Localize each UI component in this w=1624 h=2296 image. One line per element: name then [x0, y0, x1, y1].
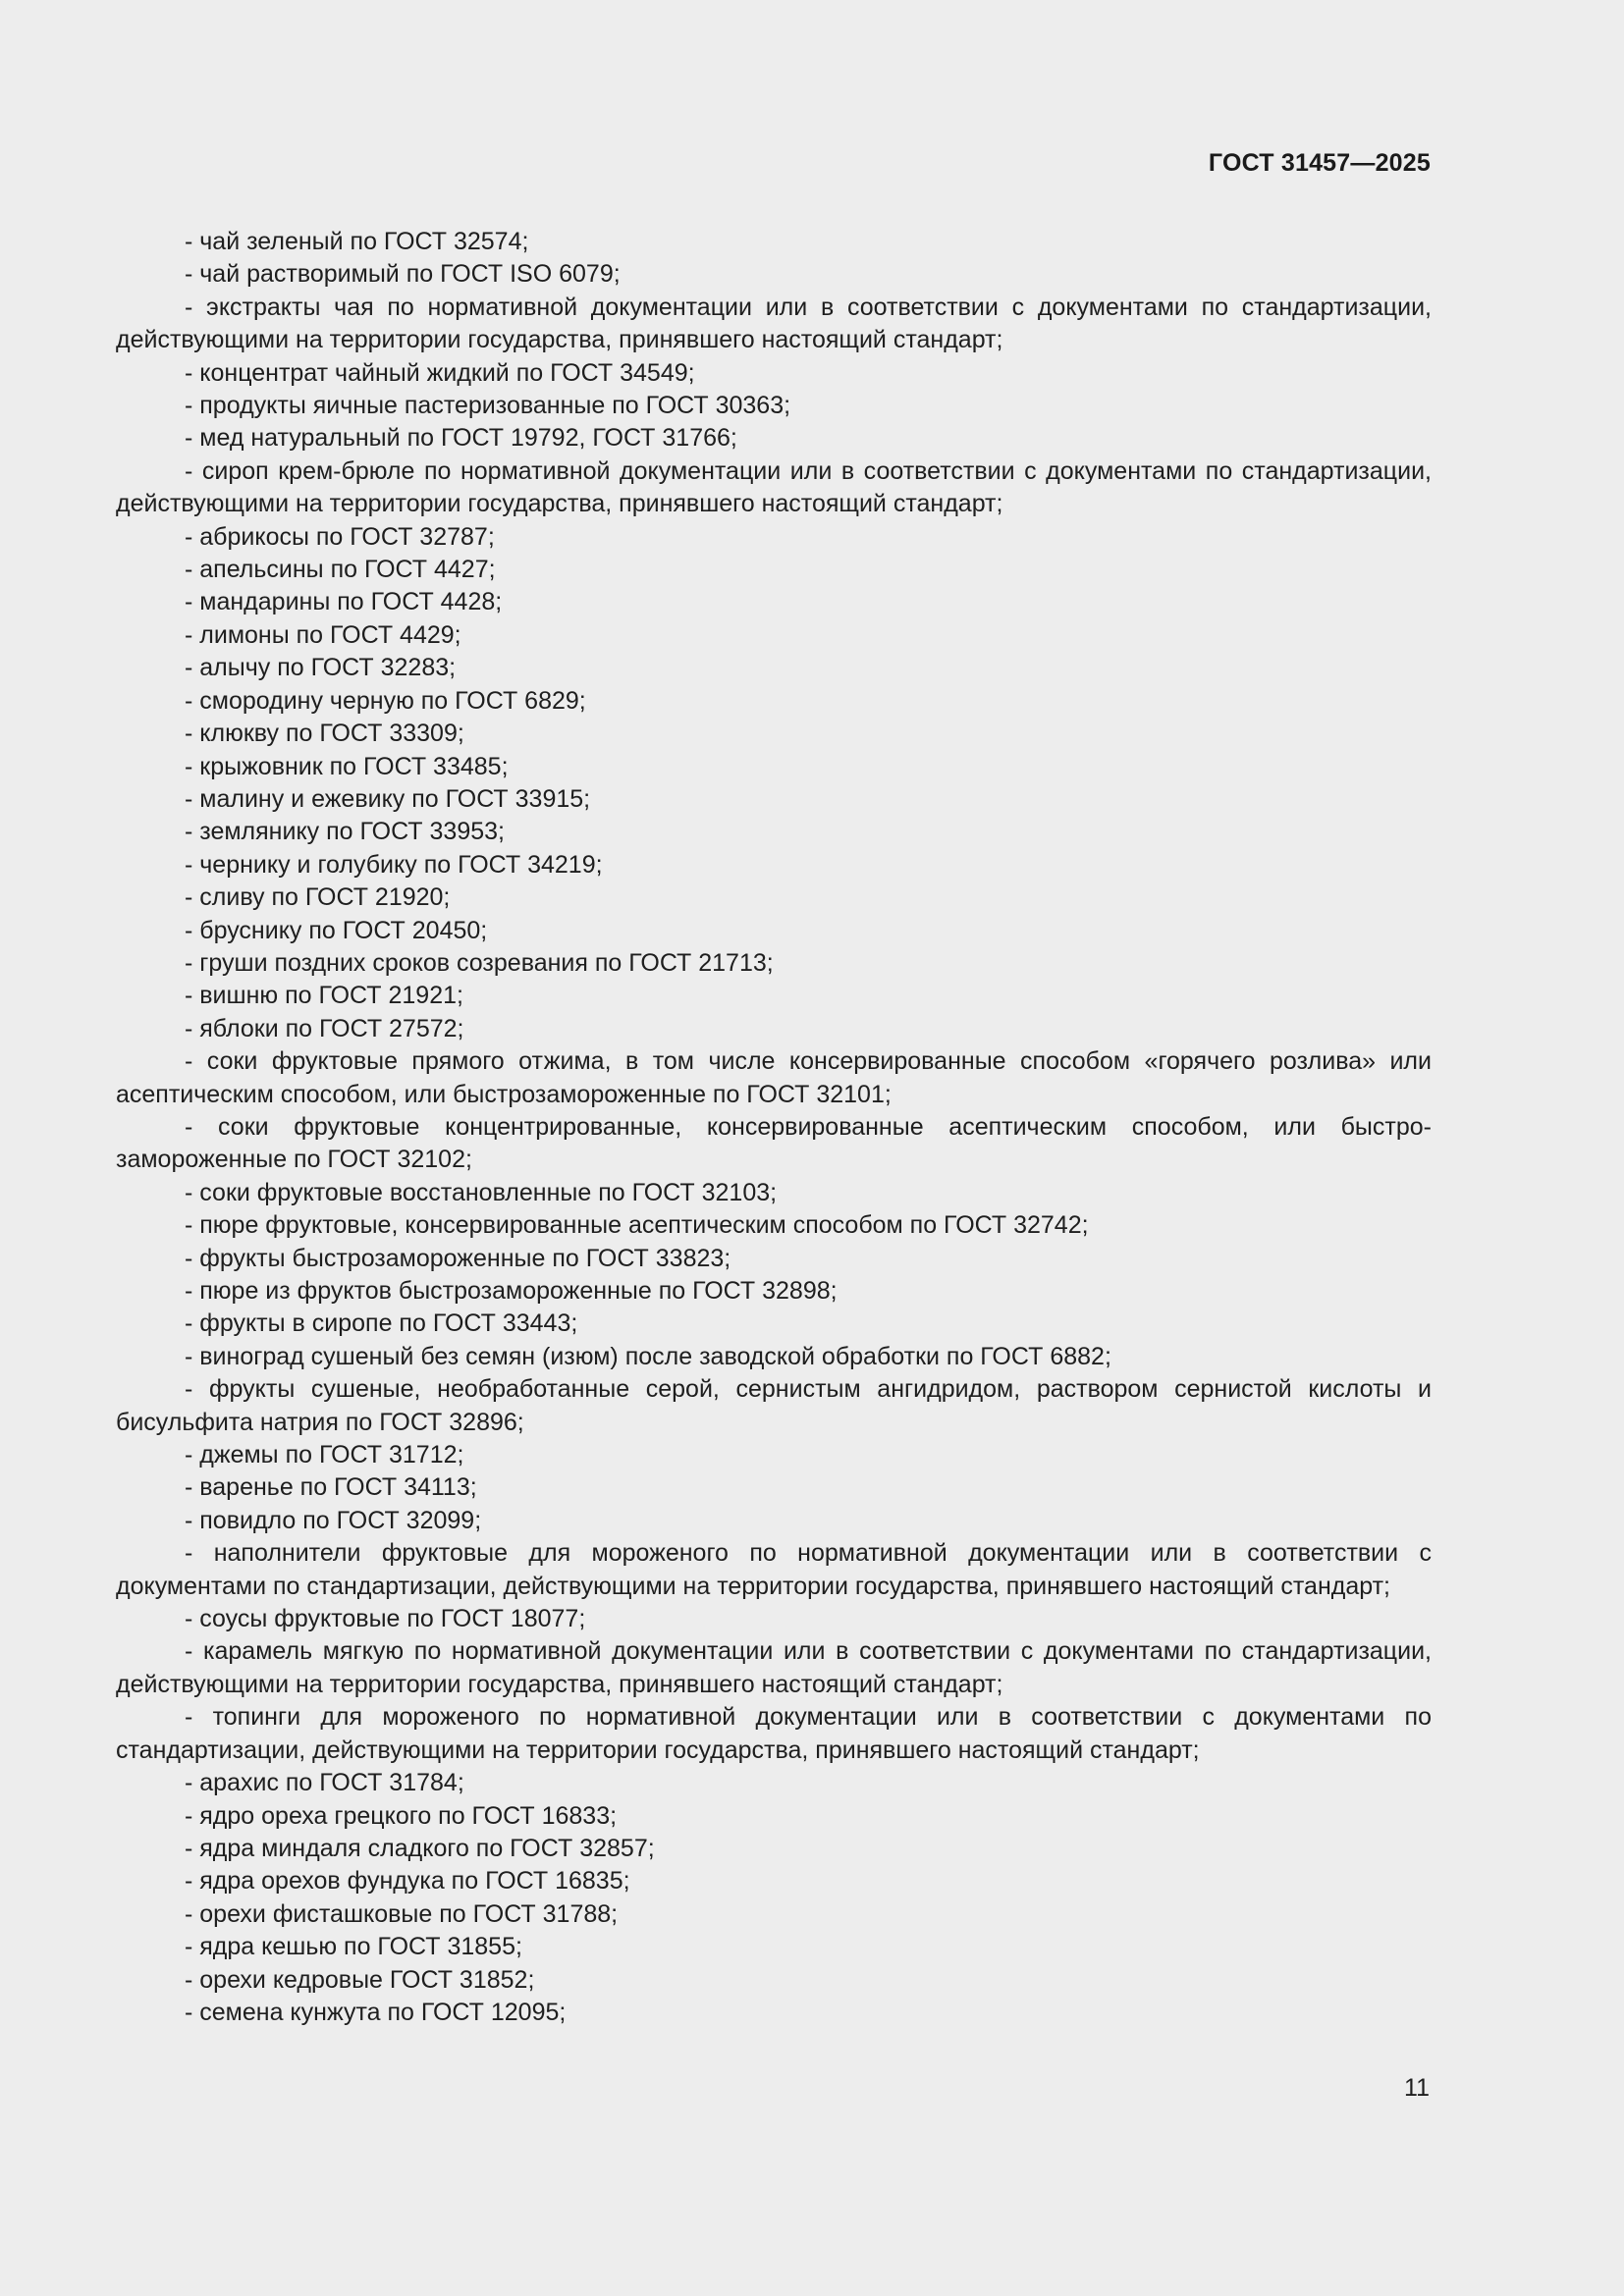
list-item: - арахис по ГОСТ 31784; — [185, 1769, 464, 1797]
list-item: - соки фруктовые прямого отжима, в том числе консервированные способом «горячего розлива» или асептическим способом, или быстрозамороженные по ГОСТ 32101; — [116, 1047, 1432, 1108]
list-item: - соки фруктовые восстановленные по ГОСТ 32103; — [185, 1178, 778, 1206]
list-item: - яблоки по ГОСТ 27572; — [185, 1014, 464, 1042]
list-item: - повидло по ГОСТ 32099; — [185, 1506, 482, 1534]
list-item: - орехи фисташковые по ГОСТ 31788; — [185, 1899, 619, 1928]
list-item: - виноград сушеный без семян (изюм) после заводской обработки по ГОСТ 6882; — [185, 1342, 1111, 1370]
list-item: - пюре фруктовые, консервированные асептическим способом по ГОСТ 32742; — [185, 1211, 1089, 1240]
list-item: - семена кунжута по ГОСТ 12095; — [185, 1998, 567, 2026]
list-item: - апельсины по ГОСТ 4427; — [185, 556, 496, 584]
list-item: - крыжовник по ГОСТ 33485; — [185, 752, 509, 780]
list-item: - топинги для мороженого по нормативной документации или в соответствии с документами по стандартизации, действующими на территории государства, принявшего настоящий стандарт; — [116, 1703, 1432, 1764]
list-item: - вишню по ГОСТ 21921; — [185, 982, 463, 1010]
list-item: - чернику и голубику по ГОСТ 34219; — [185, 850, 603, 879]
list-item: - джемы по ГОСТ 31712; — [185, 1441, 464, 1469]
list-item: - ядра орехов фундука по ГОСТ 16835; — [185, 1867, 630, 1896]
list-item: - чай зеленый по ГОСТ 32574; — [185, 228, 529, 255]
list-item: - бруснику по ГОСТ 20450; — [185, 916, 488, 944]
list-item: - фрукты сушеные, необработанные серой, сернистым ангидридом, раствором сернистой кислоты и бисульфита натрия по ГОСТ 32896; — [116, 1375, 1432, 1436]
list-item: - соки фруктовые концентрированные, консервированные асептическим способом, или быстрозамороженные по ГОСТ 32102; — [116, 1112, 1432, 1174]
list-item: - клюкву по ГОСТ 33309; — [185, 720, 464, 748]
list-item: - пюре из фруктов быстрозамороженные по ГОСТ 32898; — [185, 1277, 838, 1305]
list-item: - фрукты быстрозамороженные по ГОСТ 33823; — [185, 1244, 731, 1272]
list-item: - соусы фруктовые по ГОСТ 18077; — [185, 1605, 586, 1633]
list-item: - карамель мягкую по нормативной документации или в соответствии с документами по стандартизации, действующими на территории государства, принявшего настоящий стандарт; — [116, 1637, 1432, 1698]
list-item: - ядра кешью по ГОСТ 31855; — [185, 1933, 522, 1961]
list-item: - мед натуральный по ГОСТ 19792, ГОСТ 31766; — [185, 424, 737, 453]
list-item: - ядра миндаля сладкого по ГОСТ 32857; — [185, 1834, 655, 1862]
list-item: - продукты яичные пастеризованные по ГОСТ 30363; — [185, 392, 791, 420]
list-item: - лимоны по ГОСТ 4429; — [185, 620, 461, 649]
list-item: - малину и ежевику по ГОСТ 33915; — [185, 784, 591, 813]
list-item: - ядро ореха грецкого по ГОСТ 16833; — [185, 1801, 618, 1830]
list-item: - абрикосы по ГОСТ 32787; — [185, 522, 495, 551]
list-item: - концентрат чайный жидкий по ГОСТ 34549; — [185, 358, 695, 387]
list-item: - наполнители фруктовые для мороженого по нормативной документации или в соответствии с документами по стандартизации, действующими на территории государства, принявшего настоящий стандарт; — [116, 1539, 1432, 1600]
list-item: - сливу по ГОСТ 21920; — [185, 883, 451, 912]
list-item: - груши поздних сроков созревания по ГОСТ 21713; — [185, 948, 774, 977]
list-item: - сироп крем-брюле по нормативной документации или в соответствии с документами по стандартизации, действующими на территории государства, принявшего настоящий стандарт; — [116, 456, 1432, 518]
page-number: 11 — [1404, 2074, 1430, 2102]
list-item: - мандарины по ГОСТ 4428; — [185, 588, 503, 616]
list-item: - орехи кедровые ГОСТ 31852; — [185, 1965, 535, 1994]
list-item: - смородину черную по ГОСТ 6829; — [185, 686, 586, 715]
ingredients-list — [116, 226, 1432, 2029]
list-item: - варенье по ГОСТ 34113; — [185, 1473, 477, 1502]
document-code-header: ГОСТ 31457—2025 — [1208, 149, 1431, 177]
list-item: - алычу по ГОСТ 32283; — [185, 654, 457, 682]
list-item: - экстракты чая по нормативной документации или в соответствии с документами по стандартизации, действующими на территории государства, принявшего настоящий стандарт; — [116, 293, 1432, 354]
list-item: - фрукты в сиропе по ГОСТ 33443; — [185, 1309, 578, 1338]
list-item: - землянику по ГОСТ 33953; — [185, 818, 505, 846]
list-item: - чай растворимый по ГОСТ ISO 6079; — [185, 260, 621, 289]
